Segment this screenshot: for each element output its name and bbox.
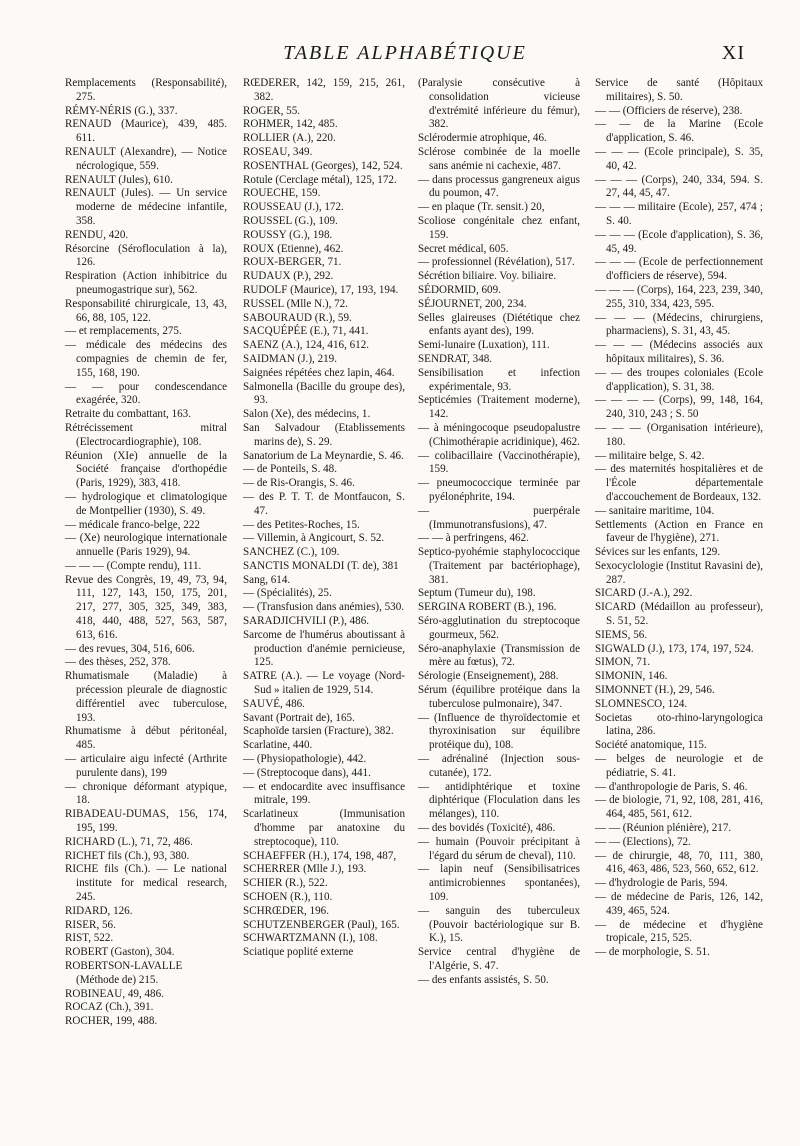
index-entry: — de Ponteils, S. 48.: [243, 463, 337, 476]
index-entry: Séro-agglutination du streptocoque gourmeux, 562.: [418, 615, 580, 641]
index-entry: Séro-anaphylaxie (Transmission de mère au fœtus), 72.: [418, 642, 580, 669]
index-entry: SCHUTZENBERGER (Paul), 165.: [243, 918, 400, 931]
index-entry: ROUSSY (G.), 198.: [243, 228, 333, 241]
index-entry: — de chirurgie, 48, 70, 111, 380, 416, 463, 486, 523, 560, 652, 612.: [595, 849, 763, 876]
index-entry: ROUX (Etienne), 462.: [243, 242, 344, 255]
index-column-2: [243, 77, 405, 960]
index-column-1: [65, 77, 227, 1029]
index-entry: Sexocyclologie (Institut Ravasini de), 287.: [595, 559, 763, 586]
index-entry: Scoliose congénitale chez enfant, 159.: [418, 214, 580, 241]
index-entry: SERGINA ROBERT (B.), 196.: [418, 601, 557, 614]
index-entry: ROCAZ (Ch.), 391.: [65, 1001, 154, 1014]
index-entry: Scarlatine, 440.: [243, 739, 313, 752]
index-entry: — sanguin des tuberculeux (Pouvoir bactériologique sur B. K.), 15.: [418, 904, 580, 945]
index-entry: — — des troupes coloniales (Ecole d'application), S. 31, 38.: [595, 366, 763, 393]
index-entry: — (Streptocoque dans), 441.: [243, 766, 371, 779]
index-entry: — — — (Compte rendu), 111.: [65, 559, 202, 572]
index-entry: — pneumococcique terminée par pyélonéphrite, 194.: [418, 477, 580, 503]
index-entry: — hydrologique et climatologique de Montpellier (1930), S. 49.: [65, 490, 227, 517]
index-entry: Rhumatismale (Maladie) à précession pleurale de diagnostic différentiel avec tuberculose, 193.: [65, 670, 227, 724]
index-entry: Sclérose combinée de la moelle sans anémie ni cachexie, 487.: [418, 145, 580, 172]
index-entry: — — — (Ecole de perfectionnement d'officiers de réserve), 594.: [595, 256, 763, 283]
index-entry: Salmonella (Bacille du groupe des), 93.: [243, 380, 405, 407]
index-entry: — (Physiopathologie), 442.: [243, 753, 367, 766]
index-entry: Septicémies (Traitement moderne), 142.: [418, 394, 580, 421]
index-entry: SIEMS, 56.: [595, 628, 648, 641]
index-entry: — — — (Organisation intérieure), 180.: [595, 421, 763, 448]
index-entry: Réunion (XIe) annuelle de la Société française d'orthopédie (Paris, 1929), 383, 418.: [65, 449, 227, 490]
index-entry: Sérologie (Enseignement), 288.: [418, 670, 559, 683]
index-entry: — — — (Médecins, chirurgiens, pharmaciens), S. 31, 43, 45.: [595, 311, 763, 338]
index-entry: ROBERT (Gaston), 304.: [65, 946, 175, 959]
index-entry: Savant (Portrait de), 165.: [243, 711, 355, 724]
index-entry: Sclérodermie atrophique, 46.: [418, 132, 547, 145]
index-entry: RIBADEAU-DUMAS, 156, 174, 195, 199.: [65, 808, 227, 835]
index-entry: — dans processus gangreneux aigus du poumon, 47.: [418, 173, 580, 200]
index-entry: SARADJICHVILI (P.), 486.: [243, 615, 370, 628]
index-entry: — chronique déformant atypique, 18.: [65, 780, 227, 807]
index-entry: — médicale franco-belge, 222: [65, 518, 200, 531]
index-entry: Respiration (Action inhibitrice du pneumogastrique sur), 562.: [65, 270, 227, 296]
index-entry: SENDRAT, 348.: [418, 352, 493, 365]
index-entry: — — à perfringens, 462.: [418, 532, 529, 545]
index-entry: — Villemin, à Angicourt, S. 52.: [243, 532, 385, 545]
index-entry: RENAULT (Alexandre), — Notice nécrologique, 559.: [65, 145, 227, 172]
index-entry: RUSSEL (Mlle N.), 72.: [243, 297, 348, 310]
index-entry: SLOMNESCO, 124.: [595, 697, 688, 710]
index-entry: — de Ris-Orangis, S. 46.: [243, 477, 355, 490]
index-entry: RICHARD (L.), 71, 72, 486.: [65, 835, 193, 848]
index-entry: ROBERTSON-LAVALLE (Méthode de) 215.: [65, 960, 183, 986]
index-entry: Settlements (Action en France en faveur de l'hygiène), 271.: [595, 518, 763, 545]
index-entry: RŒDERER, 142, 159, 215, 261, 382.: [243, 77, 405, 103]
index-entry: — (Xe) neurologique internationale annuelle (Paris 1929), 94.: [65, 532, 227, 559]
index-entry: — colibacillaire (Vaccinothérapie), 159.: [418, 449, 580, 476]
index-entry: SAENZ (A.), 124, 416, 612.: [243, 339, 370, 352]
index-entry: SIMONIN, 146.: [595, 670, 668, 683]
index-entry: — des bovidés (Toxicité), 486.: [418, 822, 556, 835]
index-entry: RENDU, 420.: [65, 228, 129, 241]
index-entry: — — — (Corps), 240, 334, 594. S. 27, 44, 45, 47.: [595, 173, 763, 200]
index-column-3: [418, 77, 580, 988]
index-entry: Sarcome de l'humérus aboutissant à production d'anémie pernicieuse, 125.: [243, 628, 405, 669]
index-entry: RICHET fils (Ch.), 93, 380.: [65, 849, 190, 862]
index-entry: — adrénaliné (Injection sous-cutanée), 172.: [418, 753, 580, 779]
index-entry: Salon (Xe), des médecins, 1.: [243, 408, 371, 421]
index-entry: Sciatique poplité externe: [243, 946, 354, 959]
index-entry: — — — (Corps), 164, 223, 239, 340, 255, 310, 334, 423, 595.: [595, 283, 763, 310]
index-entry: SÉJOURNET, 200, 234.: [418, 297, 527, 310]
index-entry: — — (Réunion plénière), 217.: [595, 822, 732, 835]
index-entry: (Paralysie consécutive à consolidation vicieuse d'extrémité inférieure du fémur), 382.: [418, 77, 580, 131]
index-entry: SIMON, 71.: [595, 656, 651, 669]
index-entry: — professionnel (Révélation), 517.: [418, 256, 575, 269]
index-entry: Septum (Tumeur du), 198.: [418, 587, 536, 600]
index-entry: — et endocardite avec insuffisance mitrale, 199.: [243, 780, 405, 807]
index-entry: ROBINEAU, 49, 486.: [65, 987, 164, 1000]
index-entry: Sanatorium de La Meynardie, S. 46.: [243, 449, 404, 462]
index-entry: ROSEAU, 349.: [243, 145, 313, 158]
index-entry: — et remplacements, 275.: [65, 325, 182, 338]
index-entry: Scarlatineux (Immunisation d'homme par anatoxine du streptocoque), 110.: [243, 808, 405, 848]
index-entry: — des maternités hospitalières et de l'École départementale d'accouchement de Bordeaux, 132.: [595, 463, 763, 503]
index-entry: — de biologie, 71, 92, 108, 281, 416, 464, 485, 561, 612.: [595, 794, 763, 821]
index-entry: ROUX-BERGER, 71.: [243, 256, 342, 269]
index-entry: — humain (Pouvoir précipitant à l'égard du sérum de cheval), 110.: [418, 835, 580, 862]
index-entry: — — de la Marine (Ecole d'application, S. 46.: [595, 118, 763, 145]
index-entry: ROUSSEL (G.), 109.: [243, 214, 338, 227]
index-entry: SCHERRER (Mlle J.), 193.: [243, 863, 367, 876]
index-entry: SCHRŒDER, 196.: [243, 904, 329, 917]
index-entry: — — — (Ecole principale), S. 35, 40, 42.: [595, 145, 763, 172]
page-number: XI: [721, 42, 745, 64]
index-entry: Rhumatisme à début péritonéal, 485.: [65, 725, 227, 752]
index-entry: — médicale des médecins des compagnies de chemin de fer, 155, 168, 190.: [65, 339, 227, 379]
index-entry: Secret médical, 605.: [418, 242, 509, 255]
index-entry: — — — militaire (Ecole), 257, 474 ; S. 40.: [595, 201, 763, 227]
index-entry: San Salvadour (Etablissements marins de), S. 29.: [243, 421, 405, 448]
index-entry: SATRE (A.). — Le voyage (Nord-Sud » italien de 1929, 514.: [243, 670, 405, 697]
index-entry: SCHWARTZMANN (I.), 108.: [243, 932, 378, 945]
index-column-4: [595, 77, 763, 960]
running-title: TABLE ALPHABÉTIQUE: [283, 42, 527, 64]
index-entry: — — (Officiers de réserve), 238.: [595, 104, 743, 117]
index-entry: — de médecine et d'hygiène tropicale, 215, 525.: [595, 918, 763, 945]
index-entry: ROGER, 55.: [243, 104, 301, 117]
index-entry: RENAULT (Jules), 610.: [65, 173, 173, 186]
index-entry: SANCHEZ (C.), 109.: [243, 546, 340, 559]
index-entry: Sérum (équilibre protéique dans la tuberculose pulmonaire), 347.: [418, 684, 580, 710]
index-entry: Sévices sur les enfants, 129.: [595, 546, 721, 559]
index-entry: — des revues, 304, 516, 606.: [65, 642, 195, 655]
index-entry: RICHE fils (Ch.). — Le national institute for medical research, 245.: [65, 863, 227, 904]
index-entry: — des thèses, 252, 378.: [65, 656, 171, 669]
index-entry: Retraite du combattant, 163.: [65, 408, 192, 421]
index-entry: — d'anthropologie de Paris, S. 46.: [595, 780, 748, 793]
index-entry: SABOURAUD (R.), 59.: [243, 311, 352, 324]
index-entry: SIMONNET (H.), 29, 546.: [595, 684, 715, 697]
index-entry: — — — — (Corps), 99, 148, 164, 240, 310, 243 ; S. 50: [595, 394, 763, 421]
index-entry: — sanitaire maritime, 104.: [595, 504, 715, 517]
index-entry: — — — (Médecins associés aux hôpitaux militaires), S. 36.: [595, 339, 763, 365]
index-entry: Semi-lunaire (Luxation), 111.: [418, 339, 550, 352]
index-entry: RIST, 522.: [65, 932, 114, 945]
index-entry: Résorcine (Sérofloculation à la), 126.: [65, 242, 227, 269]
index-entry: Remplacements (Responsabilité), 275.: [65, 77, 227, 103]
index-entry: — (Transfusion dans anémies), 530.: [243, 601, 405, 614]
index-entry: Sécrétion biliaire. Voy. biliaire.: [418, 270, 557, 283]
index-entry: Saignées répétées chez lapin, 464.: [243, 366, 395, 379]
index-entry: Service central d'hygiène de l'Algérie, S. 47.: [418, 946, 580, 972]
index-entry: Septico-pyohémie staphylococcique (Traitement par bactériophage), 381.: [418, 546, 580, 586]
index-entry: SICARD (J.-A.), 292.: [595, 587, 693, 600]
index-entry: RUDAUX (P.), 292.: [243, 270, 334, 283]
index-entry: SIGWALD (J.), 173, 174, 197, 524.: [595, 642, 754, 655]
index-entry: — belges de neurologie et de pédiatrie, S. 41.: [595, 753, 763, 779]
index-entry: — (Spécialités), 25.: [243, 587, 332, 600]
index-entry: SCHOEN (R.), 110.: [243, 891, 333, 904]
index-entry: SÉDORMID, 609.: [418, 283, 501, 296]
index-entry: SCHAEFFER (H.), 174, 198, 487,: [243, 849, 397, 862]
index-entry: — militaire belge, S. 42.: [595, 449, 705, 462]
index-entry: — de médecine de Paris, 126, 142, 439, 465, 524.: [595, 891, 763, 917]
index-entry: Rotule (Cerclage métal), 125, 172.: [243, 173, 397, 186]
index-entry: SICARD (Médaillon au professeur), S. 51, 52.: [595, 601, 763, 628]
index-entry: RENAUD (Maurice), 439, 485. 611.: [65, 118, 227, 145]
index-entry: — en plaque (Tr. sensit.) 20,: [418, 201, 545, 214]
index-entry: — articulaire aigu infecté (Arthrite purulente dans), 199: [65, 753, 227, 779]
index-entry: — — (Elections), 72.: [595, 835, 691, 848]
index-entry: ROHMER, 142, 485.: [243, 118, 338, 131]
index-entry: ROUECHE, 159.: [243, 187, 321, 200]
index-entry: — — pour condescendance exagérée, 320.: [65, 380, 227, 407]
index-entry: Scaphoïde tarsien (Fracture), 382.: [243, 725, 394, 738]
index-entry: — puerpérale (Immunotransfusions), 47.: [418, 504, 580, 531]
index-entry: SACQUÉPÉE (E.), 71, 441.: [243, 325, 369, 338]
index-entry: Revue des Congrès, 19, 49, 73, 94, 111, 127, 143, 150, 175, 201, 217, 277, 305, 325, 349, 383, 418, 440, 488, 527, 563, 587, 613, 616.: [65, 573, 227, 641]
index-entry: — des enfants assistés, S. 50.: [418, 973, 549, 986]
index-entry: ROCHER, 199, 488.: [65, 1015, 158, 1028]
index-entry: Societas oto-rhino-laryngologica latina, 286.: [595, 711, 763, 738]
index-entry: SCHIER (R.), 522.: [243, 877, 328, 890]
index-entry: ROSENTHAL (Georges), 142, 524.: [243, 159, 403, 172]
index-entry: — des P. T. T. de Montfaucon, S. 47.: [243, 490, 405, 517]
index-entry: Sang, 614.: [243, 573, 291, 586]
index-entry: — de morphologie, S. 51.: [595, 946, 710, 959]
page-header: [65, 40, 745, 70]
index-entry: — (Influence de thyroïdectomie et thyroxinisation sur équilibre protéique du), 108.: [418, 711, 580, 752]
index-entry: RISER, 56.: [65, 918, 116, 931]
index-entry: RIDARD, 126.: [65, 904, 133, 917]
index-entry: ROUSSEAU (J.), 172.: [243, 201, 344, 214]
index-entry: SAUVÉ, 486.: [243, 697, 305, 710]
index-entry: RUDOLF (Maurice), 17, 193, 194.: [243, 283, 399, 296]
index-entry: — lapin neuf (Sensibilisatrices antimicrobiennes spontanées), 109.: [418, 863, 580, 904]
index-entry: RENAULT (Jules). — Un service moderne de médecine infantile, 358.: [65, 187, 227, 227]
index-entry: — d'hydrologie de Paris, 594.: [595, 877, 728, 890]
index-entry: Société anatomique, 115.: [595, 739, 707, 752]
index-entry: — à méningocoque pseudopalustre (Chimothérapie acridinique), 462.: [418, 421, 580, 448]
index-entry: ROLLIER (A.), 220.: [243, 132, 336, 145]
index-entry: Service de santé (Hôpitaux militaires), S. 50.: [595, 77, 763, 103]
index-entry: Sensibilisation et infection expérimentale, 93.: [418, 366, 580, 393]
index-entry: — — — (Ecole d'application), S. 36, 45, 49.: [595, 228, 763, 255]
index-entry: Rétrécissement mitral (Electrocardiographie), 108.: [65, 421, 227, 448]
index-entry: — des Petites-Roches, 15.: [243, 518, 360, 531]
index-entry: RÉMY-NÉRIS (G.), 337.: [65, 104, 178, 117]
index-entry: SANCTIS MONALDI (T. de), 381: [243, 559, 399, 572]
index-entry: — antidiphtérique et toxine diphtérique (Floculation dans les mélanges), 110.: [418, 780, 580, 821]
index-entry: Selles glaireuses (Diététique chez enfants ayant des), 199.: [418, 311, 580, 338]
index-entry: Responsabilité chirurgicale, 13, 43, 66, 88, 105, 122.: [65, 297, 227, 324]
index-entry: SAIDMAN (J.), 219.: [243, 352, 337, 365]
